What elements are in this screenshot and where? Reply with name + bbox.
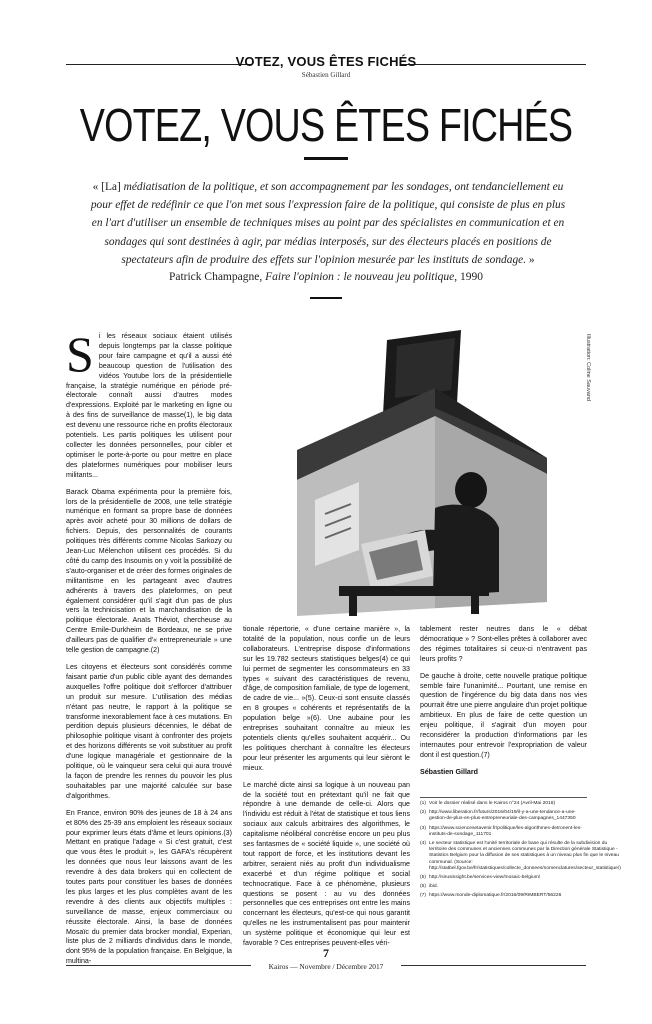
- footnotes-rule: [420, 797, 587, 798]
- footnote-text: ibid.: [429, 884, 438, 890]
- article-paragraph: tablement rester neutres dans le « débat démocratique » ? Sont-elles prêtes à collaborer avec des régimes totalitaires si ceux-ci n'entravent pas leurs profits ?: [420, 625, 587, 663]
- epigraph-citation: [0, 271, 652, 283]
- footnotes-list: [420, 801, 621, 903]
- footnote-link: https://www.sciencesetavenir.fr/politique/les-algorithmes-detronent-les-instituts-de-sondage_111701: [429, 825, 582, 837]
- footnote-item: (5) http://sirusinsight.be/services-view/mosaic-belgium/: [420, 875, 592, 881]
- citation-year: , 1990: [454, 271, 484, 283]
- footnote-item: (2) http://www.liberation.fr/futurs/2016/04/19/il-y-a-une-tendance-a-une-gestion-de-plus-en-plus-entrepreneuriale-des-campagnes_1447350: [420, 810, 592, 822]
- article-column-3: [420, 625, 587, 785]
- footnote-link: Voir le dossier réalisé dans le Kairos n°24 (Avril-Mai 2016): [429, 801, 556, 806]
- footnote-link: https://www.monde-diplomatique.fr/2016/09/RIMBERT/56226: [429, 893, 562, 899]
- article-paragraph: Les citoyens et électeurs sont considérés comme faisant partie d'un public cible ayant des demandes auxquelles l'offre politique doit s'efforcer d'attribuer un produit sur mesure. L'utilisation des médias n'étant pas neutre, le rapport à la politique se transforme inexorablement face à ces mutations. En perdition depuis plusieurs décennies, le débat de philosophie politique visant à confronter des projets et des horizons différents se voit substituer au profit d'une logique managériale et gestionnaire de la politique, où le vainqueur sera celui qui aura trouvé la façon de prendre les rennes du pouvoir les plus souhaitables par une majorité calculée sur base d'algorithmes.: [66, 663, 232, 800]
- running-head-title: VOTEZ, VOUS ÊTES FICHÉS: [235, 54, 417, 69]
- quote-text: médiatisation de la politique, et son accompagnement par les sondages, ont tendanciellement eu pour effet de redéfinir ce que l'on met sous l'expression faire de la politique, qui consiste de plus en plus en l'art d'utiliser un ensemble de techniques mises au point par des spécialistes en communication et en sondages qui sont destinées à agir, par médias interposés, sur des électeurs placés en positions de spectateurs afin de produire des effets sur l'opinion mesurée par les instituts de sondage.: [90, 181, 566, 266]
- article-paragraph: Barack Obama expérimenta pour la première fois, lors de la présidentielle de 2008, une telle stratégie numérique en formant sa propre base de données après avoir acheté pour 30 millions de dollars de fichiers. Depuis, des personnalités de courants politiques très différents comme Nicolas Sarkozy ou Jean-Luc Mélenchon utilisent ces procédés. Si du côté du camp des Insoumis on y voit la possibilité de s'auto-organiser et de créer des formes originales de militantisme en les partageant avec d'autres adhérents à travers des plateformes, on peut également considérer qu'il s'agit d'un pas de plus vers la technicisation et la marchandisation de la politique électorale. Anaïs Théviot, chercheuse au Centre Emile-Durkheim de Bordeaux, ne se prive d'ailleurs pas de qualifier d'« entrepreneuriale » une telle gestion de campagne.(2): [66, 487, 232, 655]
- article-illustration: [285, 330, 557, 622]
- epigraph-quote: [90, 178, 566, 269]
- drop-cap: S: [66, 326, 94, 382]
- article-signature: Sébastien Gillard: [420, 767, 478, 776]
- illustration-credit: Illustration: Coline Sauvand: [585, 334, 591, 401]
- running-head-author: Sébastien Gillard: [301, 71, 351, 79]
- footer-issue: Kairos — Novembre / Décembre 2017: [268, 962, 384, 971]
- citation-work: Faire l'opinion : le nouveau jeu politique: [265, 271, 455, 283]
- footnote-item: (3) https://www.sciencesetavenir.fr/politique/les-algorithmes-detronent-les-instituts-de-sondage_111701: [420, 826, 592, 838]
- citation-rule: [310, 297, 342, 299]
- footnote-text: Le secteur statistique est l'unité territoriale de base qui résulte de la subdivision du territoire des communes et anciennes communes par la Direction générale Statistique - Statistics Belgium pour la diffusion de ses statistiques à un niveau plus fin que le niveau communal. (Source: http://statbel.fgov.be/fr/statistiques/collecte_donnees/nomenclatures/secteur_statistique/): [429, 841, 621, 871]
- footnote-link: http://www.liberation.fr/futurs/2016/04/19/il-y-a-une-tendance-a-une-gestion-de-plus-en-plus-entrepreneuriale-des-campagnes_1447350: [429, 810, 576, 822]
- quote-open-mark: « [La]: [92, 181, 124, 193]
- article-column-1: [66, 326, 233, 974]
- quote-close-mark: »: [526, 253, 535, 266]
- article-column-2: [243, 625, 410, 956]
- article-headline: VOTEZ, VOUS ÊTES FICHÉS: [79, 99, 573, 151]
- footnote-item: (1) Voir le dossier réalisé dans le Kairos n°24 (Avril-Mai 2016): [420, 801, 592, 807]
- citation-author: Patrick Champagne,: [168, 271, 266, 283]
- footnote-link: http://sirusinsight.be/services-view/mosaic-belgium/: [429, 875, 541, 881]
- footnote-item: (6) ibid.: [420, 884, 592, 890]
- article-paragraph: Si les réseaux sociaux étaient utilisés depuis longtemps par la classe politique pour faire campagne et qu'il a aussi été beaucoup question de l'utilisation des vidéos Youtube lors de la présidentielle française, la stratégie numérique en période pré-électorale connaît aussi d'autres modes d'expressions. Exploité par le marketing en ligne ou à des fins de surveillance de masse(1), le big data est devenu une ressource riche en profits électoraux potentiels. Les partis politiques les utilisent pour collecter les données personnelles, pour cibler et optimiser le porte-à-porte ou pour mettre en place des plateformes numériques pour mobiliser leurs militants...: [66, 326, 232, 479]
- page-number: 7: [323, 946, 329, 960]
- footnote-item: (4) Le secteur statistique est l'unité territoriale de base qui résulte de la subdivision du territoire des communes et anciennes communes par la Direction générale Statistique - Statistics Belgium pour la diffusion de ses statistiques à un niveau plus fin que le niveau communal. (Source: http://statbel.fgov.be/fr/statistiques/collecte_donnees/nomenclatures/secteur_statistique/): [420, 841, 621, 871]
- headline-rule: [304, 157, 348, 160]
- article-paragraph: En France, environ 90% des jeunes de 18 à 24 ans et 80% des 25-39 ans emploient les réseaux sociaux pour exprimer leurs états d'âme et leurs opinions.(3) Mettant en pratique l'adage « Si c'est gratuit, c'est que vous êtes le produit », les GAFA's récupèrent les données que nous leur laissons avant de les revendre à des data brokers qui en collectent de toutes parts pour constituer les bases de données les plus larges et les plus complètes avant de les revendre à des clients aux objectifs multiples : surveillance de masse, enjeux commerciaux ou réussite électorale. Ainsi, la base de données Mosaïc du premier data brocker mondial, Experian, liste plus de 2 milliards d'individus dans le monde, dont 95% de la population française. En Belgique, la multina-: [66, 808, 233, 966]
- footnote-item: (7) https://www.monde-diplomatique.fr/2016/09/RIMBERT/56226: [420, 893, 592, 899]
- article-paragraph: Le marché dicte ainsi sa logique à un nouveau pan de la société tout en prétextant qu'il ne fait que répondre à une demande de celle-ci. Alors que l'individu est réduit à l'état de statistique et tous liens sociaux aux calculs arbitraires des algorithmes, le capitalisme néolibéral concrétise encore un peu plus ses fantasmes de « société liquide », une société où tout rapport de force, et les institutions devant les arbitrer, seraient niés au profit d'un individualisme exacerbé et d'un régime politique et social technocratique. Face à ce phénomène, plusieurs questions se posent : au vu des données personnelles que ces entreprises ont entre les mains concernant les électeurs, qu'est-ce qui nous garantit qu'elles ne les instrumentalisent pas pour maintenir un système politique et économique qui leur est favorable ? Ces entreprises peuvent-elles véri-: [243, 780, 410, 948]
- article-paragraph: tionale répertorie, « d'une certaine manière », la totalité de la population, nous confie un de leurs collaborateurs. L'entreprise dispose d'informations sur les 19.782 secteurs statistiques belges(4) ce qui lui permet de segmenter les consommateurs en 33 types « suivant des caractéristiques de revenu, d'âge, de composition familiale, de type de logement, de cadre de vie... »(5). Ceux-ci sont ensuite classés en 8 groupes « cohérents et représentatifs de la population belge »(6). Une aubaine pour les entreprises souhaitant connaître au mieux les potentiels clients qu'elles souhaitent acquérir... Ou les politiques cherchant à connaître les électeurs pour leur présenter les arguments qui leur sièront le mieux.: [243, 625, 410, 772]
- article-paragraph: De gauche à droite, cette nouvelle pratique politique semble faire l'unanimité... Pourtant, une remise en question de l'ingérence du big data dans nos vies pourrait être une pierre angulaire d'un projet politique ambitieux. En plus de faire de cette question un enjeu politique, il s'agirait d'un moyen pour reconsidérer la production d'informations par les internautes pour entrevoir l'expropriation de valeur dont il est question.(7): [420, 671, 587, 759]
